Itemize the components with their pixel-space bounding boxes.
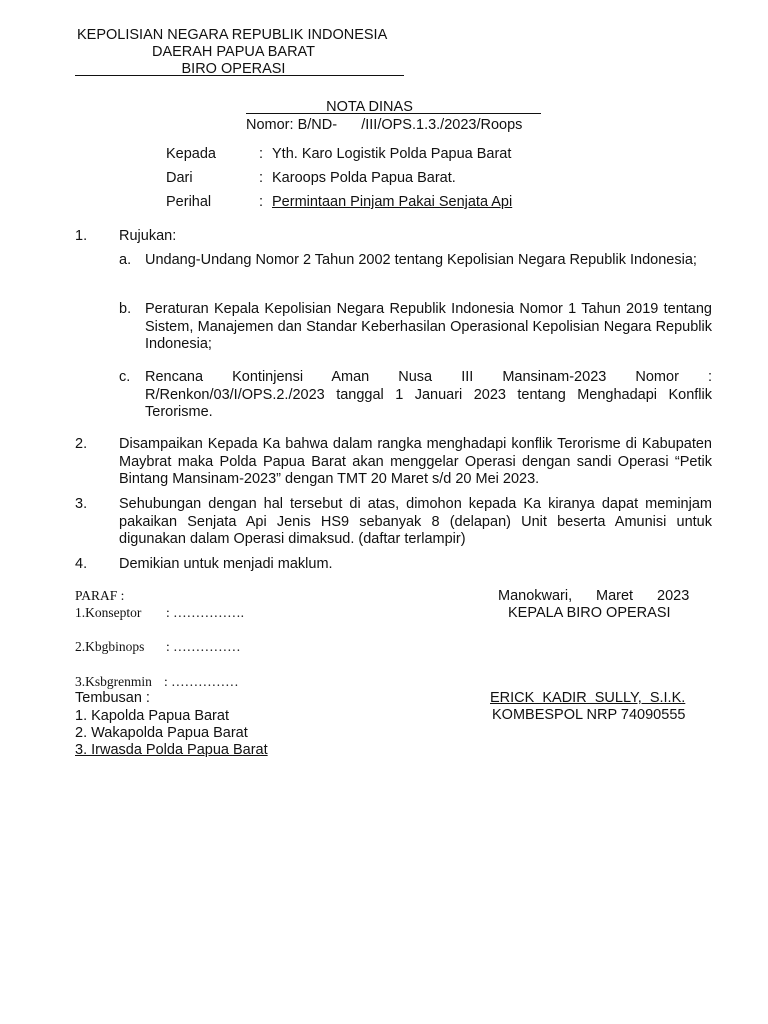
paraf-label-konseptor: 1.Konseptor bbox=[75, 605, 142, 620]
paraf-label-kbgbinops: 2.Kbgbinops bbox=[75, 639, 145, 654]
para-2-number: 2. bbox=[75, 436, 88, 452]
addr-sep-dari: : bbox=[259, 170, 264, 186]
document-title: NOTA DINAS bbox=[326, 99, 413, 115]
tembusan-item-3: 3. Irwasda Polda Papua Barat bbox=[75, 742, 268, 758]
signature-rank: KOMBESPOL NRP 74090555 bbox=[492, 707, 686, 723]
addr-value-dari: Karoops Polda Papua Barat. bbox=[272, 170, 456, 186]
paraf-fill-ksbgrenmin: : …………… bbox=[164, 674, 239, 689]
paraf-label-ksbgrenmin: 3.Ksbgrenmin bbox=[75, 674, 152, 689]
signature-year: 2023 bbox=[657, 588, 690, 604]
addr-sep-perihal: : bbox=[259, 194, 264, 210]
item-a-text: Undang-Undang Nomor 2 Tahun 2002 tentang Kepolisian Negara Republik Indonesia; bbox=[145, 252, 697, 268]
para-4-number: 4. bbox=[75, 556, 88, 572]
addr-value-perihal: Permintaan Pinjam Pakai Senjata Api bbox=[272, 194, 513, 210]
item-c-text: Rencana Kontinjensi Aman Nusa III Mansinam-2023 Nomor : R/Renkon/03/I/OPS.2./2023 tanggal 1 Januari 2023 tentang Menghadapi Konflik Terorisme. bbox=[145, 369, 712, 420]
signature-month: Maret bbox=[596, 588, 634, 604]
tembusan-item-1: 1. Kapolda Papua Barat bbox=[75, 708, 229, 724]
paraf-title: PARAF : bbox=[75, 588, 125, 603]
addr-label-kepada: Kepada bbox=[166, 146, 216, 162]
addr-label-dari: Dari bbox=[166, 170, 193, 186]
letterhead-line-2: DAERAH PAPUA BARAT bbox=[151, 44, 316, 60]
item-c-mark: c. bbox=[119, 369, 131, 385]
para-3-number: 3. bbox=[75, 496, 88, 512]
item-a-mark: a. bbox=[119, 252, 132, 268]
document-number: Nomor: B/ND- /III/OPS.1.3./2023/Roops bbox=[246, 117, 523, 133]
letterhead-line-3: BIRO OPERASI bbox=[181, 61, 286, 77]
para-4-text: Demikian untuk menjadi maklum. bbox=[119, 556, 333, 572]
addr-label-perihal: Perihal bbox=[166, 194, 212, 210]
para-1-number: 1. bbox=[75, 228, 88, 244]
letterhead-underline bbox=[75, 75, 404, 76]
paraf-fill-konseptor: : ……………. bbox=[166, 605, 245, 620]
tembusan-title: Tembusan : bbox=[75, 690, 150, 706]
letterhead-line-1: KEPOLISIAN NEGARA REPUBLIK INDONESIA bbox=[77, 27, 388, 43]
item-b-mark: b. bbox=[119, 301, 132, 317]
signature-place: Manokwari, bbox=[498, 588, 573, 604]
para-1-title: Rujukan: bbox=[119, 228, 177, 244]
addr-sep-kepada: : bbox=[259, 146, 264, 162]
item-b-text: Peraturan Kepala Kepolisian Negara Republik Indonesia Nomor 1 Tahun 2019 tentang Sistem, Manajemen dan Standar Keberhasilan Operasional Kepolisian Negara Republik Indonesia; bbox=[145, 301, 712, 352]
signature-position: KEPALA BIRO OPERASI bbox=[508, 605, 671, 621]
signature-name: ERICK KADIR SULLY, S.I.K. bbox=[490, 690, 686, 706]
addr-value-kepada: Yth. Karo Logistik Polda Papua Barat bbox=[272, 146, 512, 162]
paraf-fill-kbgbinops: : …………… bbox=[166, 639, 241, 654]
para-3-text: Sehubungan dengan hal tersebut di atas, dimohon kepada Ka kiranya dapat meminjam pakaikan Senjata Api Jenis HS9 sebanyak 8 (delapan) Unit beserta Amunisi untuk digunakan dalam Operasi dimaksud. (daftar terlampir) bbox=[119, 496, 712, 547]
tembusan-item-2: 2. Wakapolda Papua Barat bbox=[75, 725, 248, 741]
para-2-text: Disampaikan Kepada Ka bahwa dalam rangka menghadapi konflik Terorisme di Kabupaten Maybrat maka Polda Papua Barat akan menggelar Operasi dengan sandi Operasi “Petik Bintang Mansinam-2023” dengan TMT 20 Maret s/d 20 Mei 2023. bbox=[119, 436, 712, 487]
